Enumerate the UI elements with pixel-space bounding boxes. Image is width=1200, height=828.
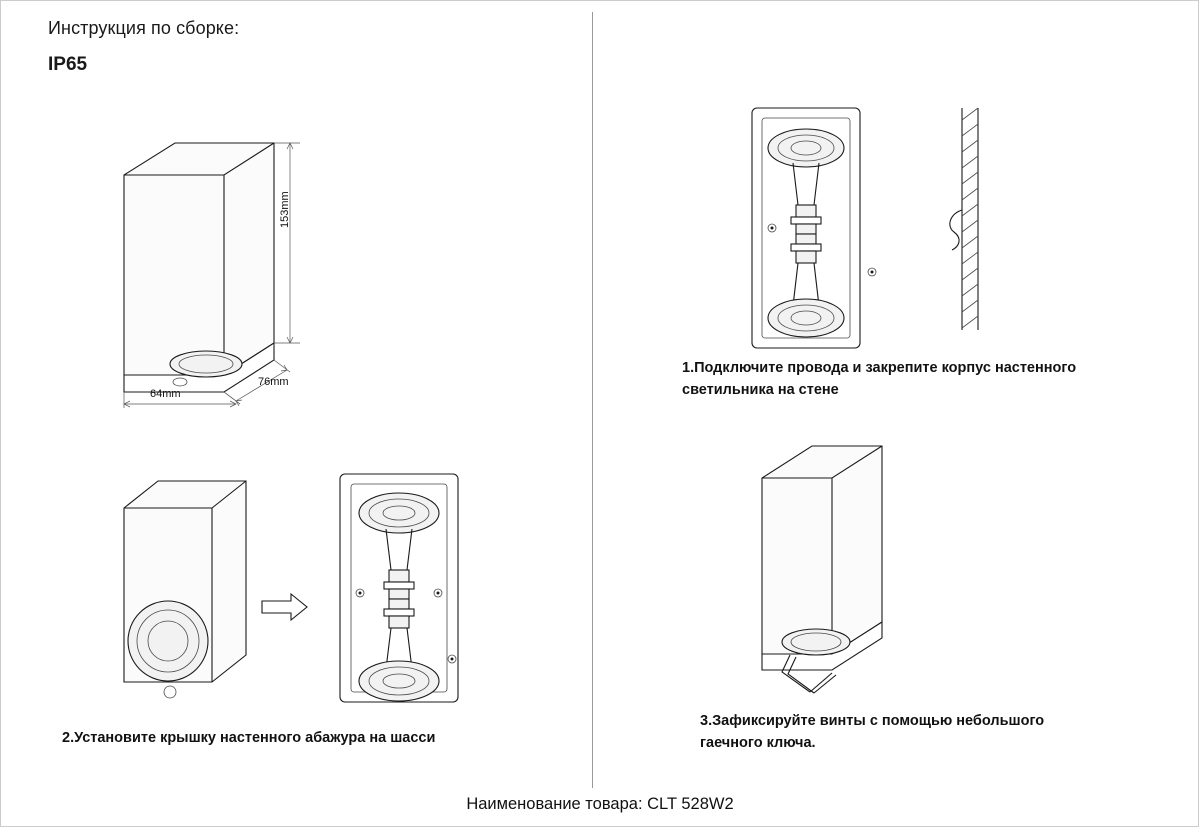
step-1-caption: 1.Подключите провода и закрепите корпус настенного светильника на стене <box>682 360 1077 398</box>
page-title: Инструкция по сборке: <box>48 18 240 38</box>
step-3-caption: 3.Зафиксируйте винты с помощью небольшого гаечного ключа. <box>700 713 1045 751</box>
dimension-depth-label: 76mm <box>258 376 289 388</box>
dimension-height-label: 153mm <box>279 191 291 228</box>
ip-rating-label: IP65 <box>48 54 88 75</box>
product-name-label: Наименование товара: CLT 528W2 <box>466 795 734 813</box>
step-2-caption: 2.Установите крышку настенного абажура на шасси <box>62 730 436 746</box>
dimension-width-label: 64mm <box>150 388 181 400</box>
